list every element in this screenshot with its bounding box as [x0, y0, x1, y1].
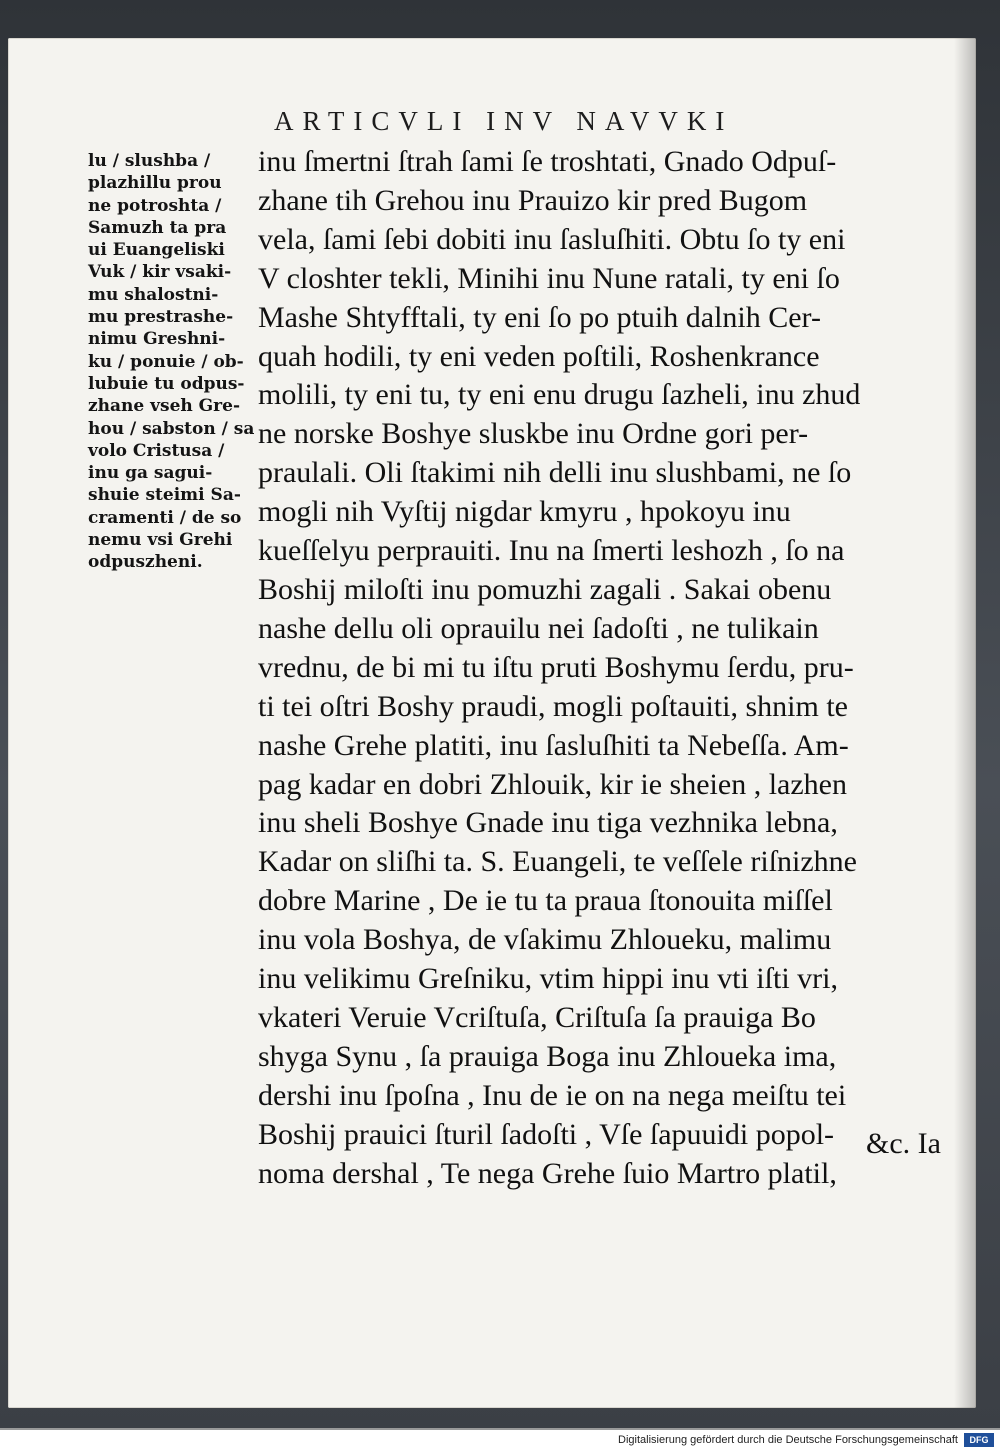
- body-text-line: ti tei oſtri Boshy praudi, mogli poſtauiti, shnim te: [258, 689, 848, 723]
- body-text-line: Boshij miloſti inu pomuzhi zagali . Sakai obenu: [258, 572, 832, 606]
- body-text-line: dershi inu ſpoſna , Inu de ie on na nega meiſtu tei: [258, 1078, 847, 1112]
- marginal-note-line: nimu Greshni-: [88, 329, 226, 350]
- body-text-line: nashe Grehe platiti, inu ſasluſhiti ta Nebeſſa. Am-: [258, 728, 849, 762]
- body-text-line: quah hodili, ty eni veden poſtili, Roshenkrance: [258, 339, 820, 373]
- marginal-note-line: lu / slushba /: [88, 151, 211, 171]
- body-text-line: Boshij prauici ſturil ſadoſti , Vſe ſapuuidi popol-: [258, 1117, 835, 1151]
- body-text-line: vela, ſami ſebi dobiti inu ſasluſhiti. Obtu ſo ty eni: [258, 222, 846, 256]
- body-text-line: mogli nih Vyſtij nigdar kmyru , hpokoyu inu: [258, 495, 791, 529]
- body-text-line: molili, ty eni tu, ty eni enu drugu ſazheli, inu zhud: [258, 378, 861, 412]
- marginal-note-line: ku / ponuie / ob-: [88, 351, 244, 372]
- marginal-note-line: cramenti / de so: [88, 507, 242, 528]
- body-text-line: V closhter tekli, Minihi inu Nune ratali, ty eni ſo: [258, 261, 840, 295]
- marginal-note-line: volo Cristusa /: [88, 440, 225, 461]
- body-text: [258, 143, 938, 1193]
- body-text-line: pag kadar en dobri Zhlouik, kir ie sheien , lazhen: [258, 767, 847, 801]
- marginal-note-line: plazhillu prou: [88, 173, 222, 194]
- body-text-line: nashe dellu oli oprauilu nei ſadoſti , ne tulikain: [258, 611, 819, 645]
- marginal-note-line: mu prestrashe-: [88, 307, 234, 328]
- body-text-line: kueſſelyu perprauiti. Inu na ſmerti leshozh , ſo na: [258, 534, 845, 568]
- body-text-line: praulali. Oli ſtakimi nih delli inu slushbami, ne ſo: [258, 456, 852, 490]
- body-text-line: shyga Synu , ſa prauiga Boga inu Zhloueka ima,: [258, 1039, 837, 1073]
- body-text-line: inu sheli Boshye Gnade inu tiga vezhnika lebna,: [258, 806, 838, 840]
- marginal-note-line: hou / sabston / sa: [88, 418, 255, 439]
- marginal-note-line: Vuk / kir vsaki-: [88, 262, 232, 283]
- dfg-logo-icon: DFG: [964, 1433, 994, 1447]
- body-text-line: Kadar on sliſhi ta. S. Euangeli, te veſſele riſnizhne: [258, 845, 857, 879]
- marginal-note-line: lubuie tu odpus-: [88, 373, 245, 394]
- running-head: ARTICVLI INV NAVVKI: [274, 106, 734, 136]
- marginal-note-line: nemu vsi Grehi: [88, 530, 233, 551]
- digitization-footer: [0, 1428, 1000, 1452]
- marginal-note-line: ne potroshta /: [88, 195, 222, 216]
- marginal-note-line: odpuszheni.: [88, 552, 203, 573]
- body-text-line: inu ſmertni ſtrah ſami ſe troshtati, Gnado Odpuſ-: [258, 145, 837, 178]
- catchword: &c. Ia: [866, 1127, 941, 1160]
- body-text-line: inu velikimu Greſniku, vtim hippi inu vti iſti vri,: [258, 962, 838, 996]
- body-text-line: dobre Marine , De ie tu ta praua ſtonouita miſſel: [258, 884, 833, 918]
- body-text-line: noma dershal , Te nega Grehe ſuio Martro platil,: [258, 1156, 837, 1190]
- marginal-note: [88, 150, 270, 574]
- marginal-note-line: Samuzh ta pra: [88, 217, 227, 238]
- body-text-line: ne norske Boshye sluskbe inu Ordne gori per-: [258, 417, 809, 451]
- body-text-line: vrednu, de bi mi tu iſtu pruti Boshymu ſerdu, pru-: [258, 650, 854, 684]
- marginal-note-line: inu ga sagui-: [88, 463, 213, 484]
- body-text-line: vkateri Veruie Vcriſtuſa, Criſtuſa ſa prauiga Bo: [258, 1000, 816, 1034]
- marginal-note-line: mu shalostni-: [88, 284, 219, 305]
- marginal-note-line: zhane vseh Gre-: [88, 396, 241, 417]
- footer-credit: Digitalisierung gefördert durch die Deutsche Forschungsgemeinschaft: [618, 1434, 958, 1446]
- body-text-line: zhane tih Grehou inu Prauizo kir pred Bugom: [258, 183, 808, 217]
- body-text-line: inu vola Boshya, de vſakimu Zhloueku, malimu: [258, 923, 832, 957]
- body-text-line: Mashe Shtyfftali, ty eni ſo po ptuih dalnih Cer-: [258, 300, 821, 334]
- marginal-note-line: ui Euangeliski: [88, 240, 225, 261]
- marginal-note-line: shuie steimi Sa-: [88, 485, 241, 506]
